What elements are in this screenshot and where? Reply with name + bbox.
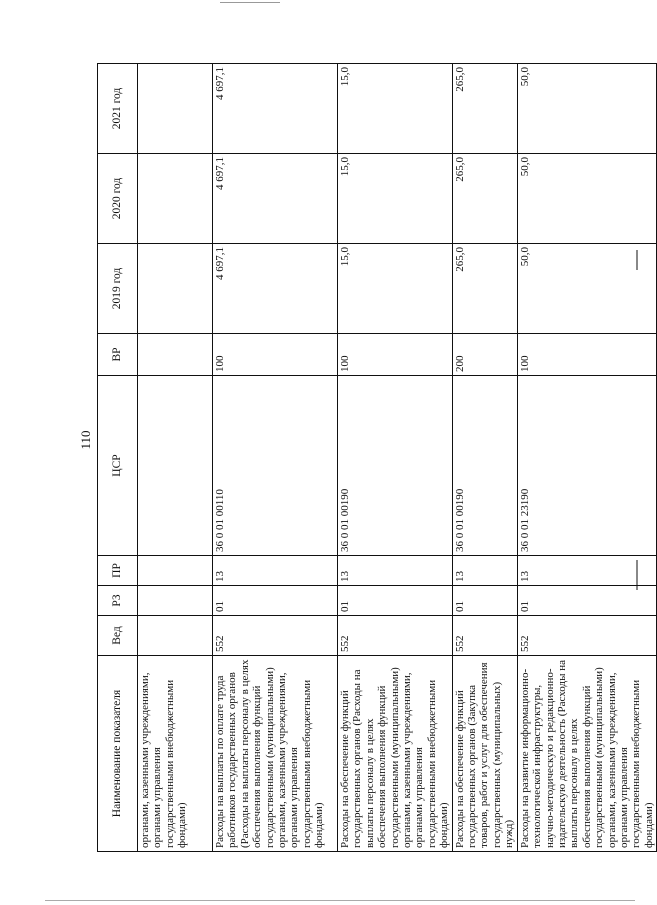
cell-ved: 552 — [213, 616, 338, 656]
budget-table-container — [97, 64, 655, 852]
header-name: Наименование показателя — [98, 656, 138, 852]
header-ved: Вед — [98, 616, 138, 656]
cell-ved — [138, 616, 213, 656]
header-rz: РЗ — [98, 586, 138, 616]
cell-2019: 4 697,1 — [213, 244, 338, 334]
budget-table — [97, 63, 657, 852]
cell-2020 — [138, 154, 213, 244]
cell-vr: 100 — [213, 334, 338, 376]
cell-name: Расходы на выплаты по оплате труда работников государственных органов (Расходы на выплаты персоналу в целях обеспечения выполнения функций государственными (муниципальными) органами, казенными учреждениями, органами управления государственными внебюджетными фондами) — [213, 656, 338, 852]
cell-name: Расходы на обеспечение функций государственных органов (Закупка товаров, работ и услуг для обеспечения государственных (муниципальных) нужд) — [452, 656, 517, 852]
cell-ved: 552 — [338, 616, 453, 656]
cell-pr: 13 — [452, 556, 517, 586]
cell-2019 — [138, 244, 213, 334]
cell-csr: 36 0 01 00190 — [338, 376, 453, 556]
cell-csr: 36 0 01 00110 — [213, 376, 338, 556]
rotated-table-frame — [97, 64, 655, 852]
cell-2019: 50,0 — [517, 244, 656, 334]
table-row — [452, 64, 517, 852]
cell-rz: 01 — [452, 586, 517, 616]
cell-vr: 200 — [452, 334, 517, 376]
header-vr: ВР — [98, 334, 138, 376]
cell-ved: 552 — [452, 616, 517, 656]
cell-2021: 15,0 — [338, 64, 453, 154]
table-row — [517, 64, 656, 852]
cell-name: органами, казенными учреждениями, органами управления государственными внебюджетными фондами) — [138, 656, 213, 852]
cell-vr — [138, 334, 213, 376]
cell-name: Расходы на обеспечение функций государственных органов (Расходы на выплаты персоналу в целях обеспечения выполнения функций государственными (муниципальными) органами, казенными учреждениями, органами управления государственными внебюджетными фондами) — [338, 656, 453, 852]
cell-2021: 50,0 — [517, 64, 656, 154]
table-row — [138, 64, 213, 852]
header-2019: 2019 год — [98, 244, 138, 334]
cell-rz: 01 — [338, 586, 453, 616]
header-csr: ЦСР — [98, 376, 138, 556]
cell-rz: 01 — [517, 586, 656, 616]
cell-2020: 4 697,1 — [213, 154, 338, 244]
cell-pr: 13 — [213, 556, 338, 586]
scan-edge-top — [220, 2, 280, 3]
cell-pr — [138, 556, 213, 586]
table-row — [213, 64, 338, 852]
cell-vr: 100 — [517, 334, 656, 376]
cell-csr — [138, 376, 213, 556]
cell-rz — [138, 586, 213, 616]
header-2020: 2020 год — [98, 154, 138, 244]
cell-2021: 265,0 — [452, 64, 517, 154]
table-row — [338, 64, 453, 852]
scan-edge-bottom — [45, 900, 635, 901]
cell-name: Расходы на развитие информационно-технологической инфраструктуры, научно-методическую и редакционно-издательскую деятельность (Расходы на выплаты персоналу в целях обеспечения выполнения функций государственными (муниципальными) органами, казенными учреждениями, органами управления государственными внебюджетными фондами) — [517, 656, 656, 852]
cell-csr: 36 0 01 00190 — [452, 376, 517, 556]
cell-2020: 50,0 — [517, 154, 656, 244]
cell-vr: 100 — [338, 334, 453, 376]
cell-2021: 4 697,1 — [213, 64, 338, 154]
cell-csr: 36 0 01 23190 — [517, 376, 656, 556]
header-pr: ПР — [98, 556, 138, 586]
cell-2019: 265,0 — [452, 244, 517, 334]
cell-2020: 265,0 — [452, 154, 517, 244]
cell-2019: 15,0 — [338, 244, 453, 334]
cell-2021 — [138, 64, 213, 154]
header-2021: 2021 год — [98, 64, 138, 154]
cell-pr: 13 — [517, 556, 656, 586]
cell-2020: 15,0 — [338, 154, 453, 244]
cell-pr: 13 — [338, 556, 453, 586]
cell-ved: 552 — [517, 616, 656, 656]
table-header-row — [98, 64, 138, 852]
page-number: 110 — [78, 430, 93, 450]
cell-rz: 01 — [213, 586, 338, 616]
